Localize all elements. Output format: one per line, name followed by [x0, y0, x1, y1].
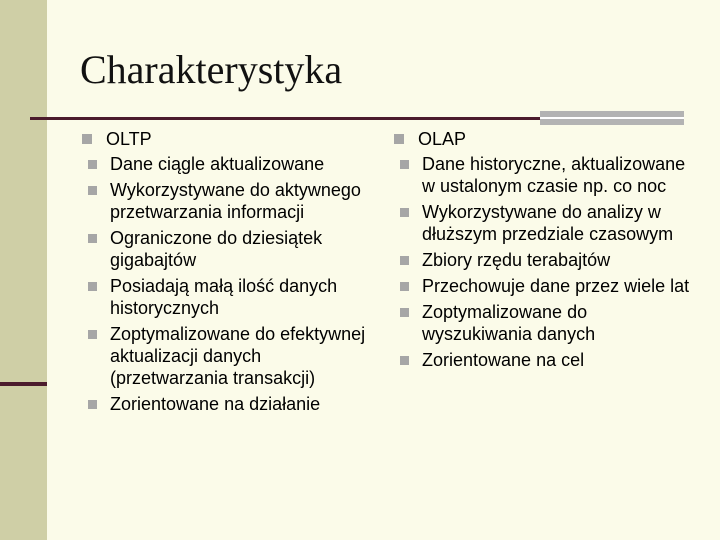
oltp-heading: OLTP [106, 129, 152, 149]
list-item [78, 275, 368, 319]
square-bullet-icon [400, 308, 409, 317]
list-item [78, 179, 368, 223]
side-band [0, 0, 47, 540]
list-item [78, 153, 368, 175]
oltp-column [78, 128, 368, 419]
list-item-text: Zoptymalizowane do efektywnej aktualizacji danych (przetwarzania transakcji) [110, 324, 366, 388]
square-bullet-icon [82, 134, 92, 144]
list-item [78, 393, 368, 415]
title-rule [30, 117, 540, 120]
square-bullet-icon [88, 234, 97, 243]
olap-heading: OLAP [418, 129, 467, 149]
square-bullet-icon [88, 186, 97, 195]
list-item-text: Posiadają małą ilość danych historycznych [110, 276, 338, 318]
list-item [390, 201, 690, 245]
list-item-text: Zbiory rzędu terabajtów [422, 250, 611, 270]
square-bullet-icon [400, 160, 409, 169]
title-rule-accent [540, 111, 684, 125]
square-bullet-icon [88, 282, 97, 291]
list-item [78, 323, 368, 389]
list-item-text: Dane ciągle aktualizowane [110, 154, 325, 174]
list-item [390, 349, 690, 371]
olap-heading-item [390, 128, 690, 150]
square-bullet-icon [400, 256, 409, 265]
list-item-text: Ograniczone do dziesiątek gigabajtów [110, 228, 323, 270]
list-item-text: Dane historyczne, aktualizowane w ustalonym czasie np. co noc [422, 154, 686, 196]
list-item-text: Przechowuje dane przez wiele lat [422, 276, 690, 296]
olap-list [390, 153, 690, 371]
oltp-list [78, 153, 368, 415]
list-item [390, 153, 690, 197]
square-bullet-icon [400, 356, 409, 365]
square-bullet-icon [88, 330, 97, 339]
list-item-text: Zorientowane na działanie [110, 394, 321, 414]
list-item-text: Zorientowane na cel [422, 350, 585, 370]
square-bullet-icon [88, 400, 97, 409]
list-item [78, 227, 368, 271]
side-accent-bar [0, 382, 47, 386]
list-item [390, 249, 690, 271]
list-item [390, 275, 690, 297]
list-item-text: Wykorzystywane do aktywnego przetwarzania informacji [110, 180, 361, 222]
square-bullet-icon [400, 208, 409, 217]
list-item [390, 301, 690, 345]
oltp-heading-item [78, 128, 368, 150]
slide-title: Charakterystyka [80, 47, 343, 92]
list-item-text: Wykorzystywane do analizy w dłuższym przedziale czasowym [422, 202, 674, 244]
square-bullet-icon [88, 160, 97, 169]
list-item-text: Zoptymalizowane do wyszukiwania danych [422, 302, 596, 344]
square-bullet-icon [400, 282, 409, 291]
olap-column [390, 128, 690, 375]
square-bullet-icon [394, 134, 404, 144]
